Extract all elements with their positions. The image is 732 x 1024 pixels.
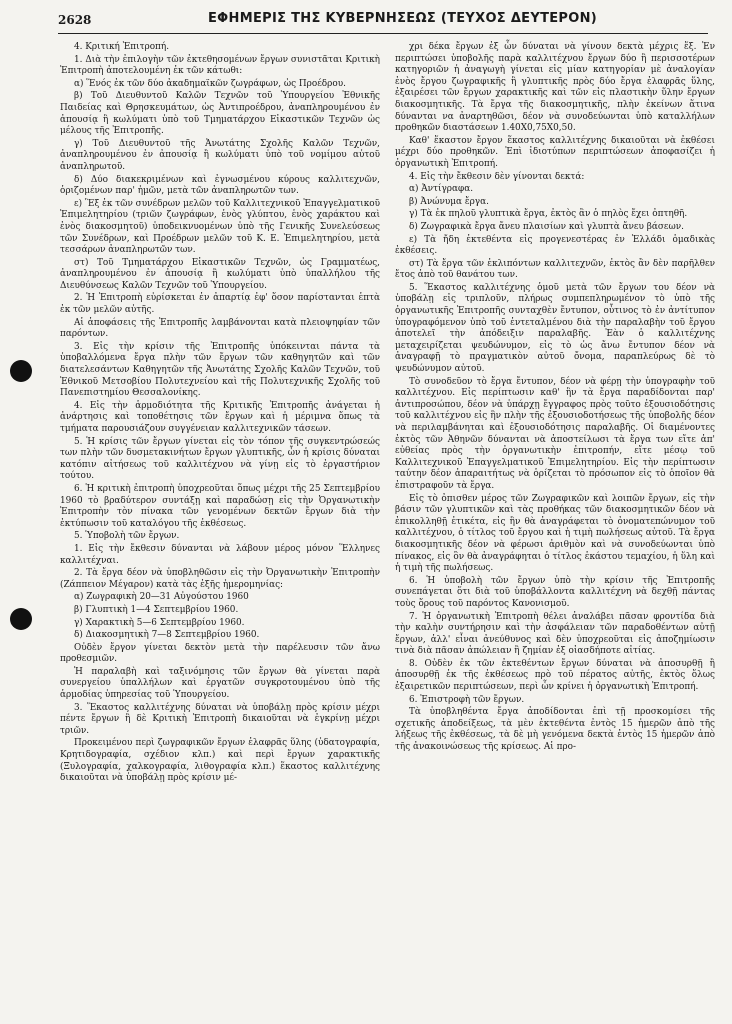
paragraph: β) Ἀνώνυμα ἔργα. [409, 196, 489, 207]
paragraph: στ) Τοῦ Τμηματάρχου Εἰκαστικῶν Τεχνῶν, ὡς Γραμματέως, ἀναπληρουμένου ἐν ἀπουσίᾳ ἢ κωλύματι ὑπὸ ὑπαλλήλου τῆς Διευθύνσεως Καλῶν Τεχνῶν τοῦ Ὑπουργείου. [60, 257, 380, 291]
running-title: ΕΦΗΜΕΡΙΣ ΤΗΣ ΚΥΒΕΡΝΗΣΕΩΣ (ΤΕΥΧΟΣ ΔΕΥΤΕΡΟΝ) [208, 11, 598, 26]
paragraph: 1. Εἰς τὴν ἔκθεσιν δύνανται νὰ λάβουν μέρος μόνον Ἕλληνες καλλιτέχναι. [60, 543, 380, 566]
paragraph: β) Τοῦ Διευθυντοῦ Καλῶν Τεχνῶν τοῦ Ὑπουργείου Ἐθνικῆς Παιδείας καὶ Θρησκευμάτων, ὡς Ἀντιπροέδρου, ἀναπληρουμένου ἐν ἀπουσίᾳ ἢ κωλύματι ὑπὸ τοῦ Τμηματάρχου Εἰκαστικῶν Τεχνῶν ὡς μέλους τῆς Ἐπιτροπῆς. [60, 91, 380, 137]
paragraph: α) Ἕνός ἐκ τῶν δύο ἀκαδημαϊκῶν ζωγράφων, ὡς Προέδρου. [74, 78, 346, 89]
paragraph: 8. Οὐδὲν ἐκ τῶν ἐκτεθέντων ἔργων δύναται νὰ ἀποσυρθῇ ἢ ἀποσυρθῇ ἐκ τῆς ἐκθέσεως πρὸ τοῦ πέρατος αὐτῆς, ἐκτὸς ὅλως ἐξαιρετικῶν περιπτώσεων, περὶ ὧν κρίνει ἡ ὀργανωτικὴ Ἐπιτροπή. [395, 658, 715, 693]
page-header [58, 10, 708, 32]
paragraph: 3. Εἰς τὴν κρίσιν τῆς Ἐπιτροπῆς ὑπόκεινται πάντα τὰ ὑποβαλλόμενα ἔργα πλὴν τῶν ἔργων τῶν καθηγητῶν καὶ τῶν διατελεσάντων Καθηγητῶν τῆς Ἀνωτάτης Σχολῆς Καλῶν Τεχνῶν, τοῦ Ἐθνικοῦ Μετσοβίου Πολυτεχνείου καὶ τῆς Πολυτεχνικῆς Σχολῆς τοῦ Πανεπιστημίου Θεσσαλονίκης. [60, 341, 380, 399]
paragraph: Τὰ ὑποβληθέντα ἔργα ἀποδίδονται ἐπὶ τῇ προσκομίσει τῆς σχετικῆς ἀποδείξεως, τὰ μὲν ἐκτεθέντα ἐντὸς 15 ἡμερῶν ἀπὸ τῆς λήξεως τῆς ἐκθέσεως, τὰ δὲ μὴ γενόμενα δεκτὰ ἐντὸς 15 ἡμερῶν ἀπὸ τῆς ἀνακοινώσεως τῆς κρίσεως. Αἱ προ- [395, 707, 715, 753]
left-column [60, 42, 380, 786]
header-rule [58, 33, 708, 34]
paragraph: 2. Ἡ Ἐπιτροπὴ εὑρίσκεται ἐν ἀπαρτίᾳ ἐφ' ὅσον παρίστανται ἑπτὰ ἐκ τῶν μελῶν αὐτῆς. [60, 293, 380, 316]
paragraph: δ) Δύο διακεκριμένων καὶ ἐγνωσμένου κύρους καλλιτεχνῶν, ὁριζομένων παρ' ἡμῶν, μετὰ τῶν ἀναπληρωτῶν των. [60, 174, 380, 197]
paragraph: ε) Ἓξ ἐκ τῶν συνέδρων μελῶν τοῦ Καλλιτεχνικοῦ Ἐπαγγελματικοῦ Ἐπιμελητηρίου (τριῶν ζωγράφων, ἑνὸς γλύπτου, ἑνὸς χαράκτου καὶ ἑνὸς διακοσμητοῦ) ὑποδεικνυομένων ὑπὸ τῆς Γενικῆς Συνελεύσεως τῶν Συνέδρων, καὶ Προέδρων μελῶν τοῦ Κ. Ε. Ἐπιμελητηρίου, μετὰ τεσσάρων ἀναπληρωτῶν των. [60, 198, 380, 256]
paragraph: 7. Ἡ ὀργανωτικὴ Ἐπιτροπὴ θέλει ἀναλάβει πᾶσαν φροντίδα διὰ τὴν καλὴν συντήρησιν καὶ τὴν ἀσφάλειαν τῶν παραδοθέντων αὐτῇ ἔργων, ἀλλ' εἶναι ἀνεύθυνος καὶ δὲν ὑποχρεοῦται εἰς ἀποζημίωσιν τινὰ διὰ πᾶσαν ἀπώλειαν ἢ ζημίαν ἐξ οἱασδήποτε αἰτίας. [395, 611, 715, 657]
paragraph: Ἡ παραλαβὴ καὶ ταξινόμησις τῶν ἔργων θὰ γίνεται παρὰ συνεργείου ὑπαλλήλων καὶ ἐργατῶν συγκροτουμένου ὑπὸ τῆς ἁρμοδίας ὑπηρεσίας τοῦ Ὑπουργείου. [60, 666, 380, 701]
paragraph: 6. Ἡ κριτικὴ ἐπιτροπὴ ὑποχρεοῦται ὅπως μέχρι τῆς 25 Σεπτεμβρίου 1960 τὸ βραδύτερον συντάξῃ καὶ παραδώσῃ εἰς τὴν Ὀργανωτικὴν Ἐπιτροπὴν τὸν πίνακα τῶν γενομένων δεκτῶν ἔργων διὰ τὴν ἐκτύπωσιν τοῦ καταλόγου τῆς ἐκθέσεως. [60, 483, 380, 529]
paragraph: Τὸ συνοδεῦον τὸ ἔργα ἔντυπον, δέον νὰ φέρῃ τὴν ὑπογραφὴν τοῦ καλλιτέχνου. Εἰς περίπτωσιν καθ' ἣν τὰ ἔργα παραδίδονται παρ' ἀντιπροσώπου, δέον νὰ ὑπάρχῃ ἔγγραφος πρὸς τοῦτο ἐξουσιοδότησις τοῦ καλλιτέχνου εἰς ἣν πλὴν τῆς ἐξουσιοδοτήσεως τῆς ὑποβολῆς δέον νὰ περιλαμβάνηται καὶ ἐξουσιοδότησις παραλαβῆς. Οἱ διαμένοντες ἐκτὸς τῶν Ἀθηνῶν δύνανται νὰ ἀποστείλωσι τὰ ἔργα των εἴτε ἀπ' εὐθείας πρὸς τὴν ὀργανωτικὴν ἐπιτροπήν, εἴτε μέσῳ τοῦ Καλλιτεχνικοῦ Ἐπαγγελματικοῦ Ἐπιμελητηρίου. Εἰς τὴν περίπτωσιν ταύτην δέον ἀπαραιτήτως νὰ ὁρίζεται τὸ πρόσωπον εἰς τὸ ὁποῖον θὰ ἐπιστραφοῦν τὰ ἔργα. [395, 376, 715, 491]
paragraph: 6. Ἐπιστροφὴ τῶν ἔργων. [409, 694, 525, 705]
paragraph: 5. Ἡ κρίσις τῶν ἔργων γίνεται εἰς τὸν τόπον τῆς συγκεντρώσεώς των πλὴν τῶν δυσμετακινήτων ἔργων γλυπτικῆς, ὧν ἡ κρίσις δύναται κατόπιν αἰτήσεως τοῦ καλλιτέχνου νὰ γίνῃ εἰς τὸ ἐργαστήριον τούτου. [60, 436, 380, 482]
paragraph: α) Ἀντίγραφα. [409, 184, 474, 195]
paragraph: γ) Τοῦ Διευθυντοῦ τῆς Ἀνωτάτης Σχολῆς Καλῶν Τεχνῶν, ἀναπληρουμένου ἐν ἀπουσίᾳ ἢ κωλύματι ὑπὸ τοῦ νομίμου αὐτοῦ ἀναπληρωτοῦ. [60, 138, 380, 172]
paragraph: Αἱ ἀποφάσεις τῆς Ἐπιτροπῆς λαμβάνονται κατὰ πλειοψηφίαν τῶν παρόντων. [60, 317, 380, 340]
page-number: 2628 [58, 13, 92, 27]
binder-hole-lower [10, 608, 32, 630]
paragraph: 4. Εἰς τὴν ἔκθεσιν δὲν γίνονται δεκτά: [409, 171, 585, 182]
paragraph: Εἰς τὸ ὀπισθεν μέρος τῶν Ζωγραφικῶν καὶ λοιπῶν ἔργων, εἰς τὴν βάσιν τῶν γλυπτικῶν καὶ τὰς προθήκας τῶν διακοσμητικῶν δέον νὰ ἐπικολληθῇ ἐτικέτα, εἰς ἣν θὰ ἀναγράφεται τὸ ὀνοματεπώνυμον τοῦ καλλιτέχνου, ὁ τίτλος τοῦ ἔργου καὶ ἡ τιμὴ πωλήσεως αὐτοῦ. Τὰ ἔργα διακοσμητικῆς δέον νὰ φέρωσι ἀριθμὸν καὶ νὰ συνοδεύωνται ὑπὸ πίνακος, εἰς ὃν θὰ ἀναγράφηται ὁ τίτλος ἑκάστου τεμαχίου, ἡ ὕλη καὶ ἡ τιμὴ τῆς πωλήσεως. [395, 493, 715, 574]
paragraph: 4. Εἰς τὴν ἁρμοδιότητα τῆς Κριτικῆς Ἐπιτροπῆς ἀνάγεται ἡ ἀνάρτησις καὶ τοποθέτησις τῶν ἔργων καὶ ἡ μέριμνα ὅπως τὰ τμήματα παρουσιάζουν συγγένειαν καλλιτεχνικῶν τάσεων. [60, 400, 380, 434]
paragraph: Οὐδὲν ἔργον γίνεται δεκτὸν μετὰ τὴν παρέλευσιν τῶν ἄνω προθεσμιῶν. [60, 642, 380, 665]
paragraph: 5. Ἕκαστος καλλιτέχνης ὁμοῦ μετὰ τῶν ἔργων του δέον νὰ ὑποβάλῃ εἰς τριπλοῦν, πλήρως συμπεπληρωμένον τὸ ὑπὸ τῆς ὀργανωτικῆς Ἐπιτροπῆς συνταχθὲν ἔντυπον, οὗτινος τὸ ἐν ἀντίτυπον ὑπογραφόμενον ὑπὸ τοῦ ἐντεταλμένου διὰ τὴν παραλαβὴν τοῦ ἔργου ἀποτελεῖ τὴν ἀπόδειξιν παραλαβῆς. Ἐὰν ὁ καλλιτέχνης μεταχειρίζεται ψευδώνυμον, εἰς τὸ ὡς ἄνω ἔντυπον δέον νὰ ἀναγραφῇ τὸ πραγματικὸν αὐτοῦ ὄνομα, παραπλεύρως δὲ τὸ ψευδώνυμον αὐτοῦ. [395, 282, 715, 375]
paragraph: γ) Τὰ ἐκ πηλοῦ γλυπτικὰ ἔργα, ἐκτὸς ἂν ὁ πηλὸς ἔχει ὀπτηθῆ. [409, 209, 688, 220]
paragraph: α) Ζωγραφικὴ 20—31 Αὐγούστου 1960 [74, 592, 249, 603]
paragraph: χρι δέκα ἔργων ἐξ ὧν δύναται νὰ γίνουν δεκτὰ μέχρις ἕξ. Ἐν περιπτώσει ὑποβολῆς παρὰ καλλιτέχνου ἔργων δύο ἢ περισσοτέρων κατηγοριῶν ἡ ἀναγωγὴ γίνεται εἰς μίαν κατηγορίαν μὲ ἀναλογίαν ἑνὸς ἔργου ζωγραφικῆς ἢ γλυπτικῆς πρὸς δύο ἔργα ἐλαφρᾶς ὕλης, ἐξαιρέσει τῶν ἔργων χαρακτικῆς καὶ τῶν εἰς πλαστικὴν ὕλην ἔργων διακοσμητικῆς. Τὰ ἔργα τῆς διακοσμητικῆς, πλὴν ἐκείνων ἅτινα δύνανται να ἀναρτηθῶσι, δέον νὰ συνοδεύωνται ὑπὸ καταλλήλων προθηκῶν διαστάσεων 1.40Χ0,75Χ0,50. [395, 42, 715, 134]
paragraph: 3. Ἕκαστος καλλιτέχνης δύναται νὰ ὑποβάλῃ πρὸς κρίσιν μέχρι πέντε ἔργων ἢ δὲ Κριτικὴ Ἐπιτροπὴ δικαιοῦται νὰ ἐγκρίνῃ μέχρι τριῶν. [60, 702, 380, 736]
paragraph: 2. Τὰ ἔργα δέον νὰ ὑποβληθῶσιν εἰς τὴν Ὀργανωτικὴν Ἐπιτροπὴν (Ζάππειον Μέγαρον) κατὰ τὰς ἑξῆς ἡμερομηνίας: [60, 568, 380, 590]
paragraph: γ) Χαρακτικὴ 5—6 Σεπτεμβρίου 1960. [74, 617, 245, 628]
paragraph: Προκειμένου περὶ ζωγραφικῶν ἔργων ἐλαφρᾶς ὕλης (ὑδατογραφία, Κρητιδογραφία, σχέδιον κλπ.) καὶ περὶ ἔργων χαρακτικῆς (Ξυλογραφία, χαλκογραφία, λιθογραφία κλπ.) ἕκαστος καλλιτέχνης δικαιοῦται νὰ ὑποβάλῃ πρὸς κρίσιν μέ- [60, 738, 380, 784]
paragraph: δ) Διακοσμητικὴ 7—8 Σεπτεμβρίου 1960. [74, 630, 260, 641]
paragraph: ε) Τὰ ἤδη ἐκτεθέντα εἰς προγενεστέρας ἐν Ἑλλάδι ὁμαδικὰς ἐκθέσεις. [395, 234, 715, 257]
paragraph: δ) Ζωγραφικὰ ἔργα ἄνευ πλαισίων καὶ γλυπτὰ ἄνευ βάσεων. [409, 221, 684, 232]
paragraph: 1. Διὰ τὴν ἐπιλογὴν τῶν ἐκτεθησομένων ἔργων συνιστᾶται Κριτικὴ Ἐπιτροπὴ ἀποτελουμένη ἐκ τῶν κάτωθι: [60, 54, 380, 77]
paragraph: β) Γλυπτικὴ 1—4 Σεπτεμβρίου 1960. [74, 604, 239, 615]
paragraph: 4. Κριτική Ἐπιτροπή. [74, 42, 170, 52]
paragraph: 5. Ὑποβολὴ τῶν ἔργων. [74, 531, 180, 542]
binder-hole-upper [10, 360, 32, 382]
paragraph: 6. Ἡ ὑποβολὴ τῶν ἔργων ὑπὸ τὴν κρίσιν τῆς Ἐπιτροπῆς συνεπάγεται ὅτι διὰ τοῦ ὑποβάλλοντα καλλιτέχνη νὰ δεχθῇ πάντας τοὺς ὅρους τοῦ παρόντος Κανονισμοῦ. [395, 575, 715, 609]
right-column [395, 42, 715, 755]
paragraph: στ) Τὰ ἔργα τῶν ἐκλιπόντων καλλιτεχνῶν, ἐκτὸς ἂν δὲν παρῆλθεν ἔτος ἀπὸ τοῦ θανάτου των. [395, 258, 715, 281]
paragraph: Καθ' ἕκαστον ἔργον ἕκαστος καλλιτέχνης δικαιοῦται νὰ ἐκθέσει μέχρι δύο προθηκῶν. Ἐπὶ ἰδιοτύπων περιπτώσεων ἀποφασίζει ἡ ὀργανωτικὴ Ἐπιτροπή. [395, 135, 715, 169]
